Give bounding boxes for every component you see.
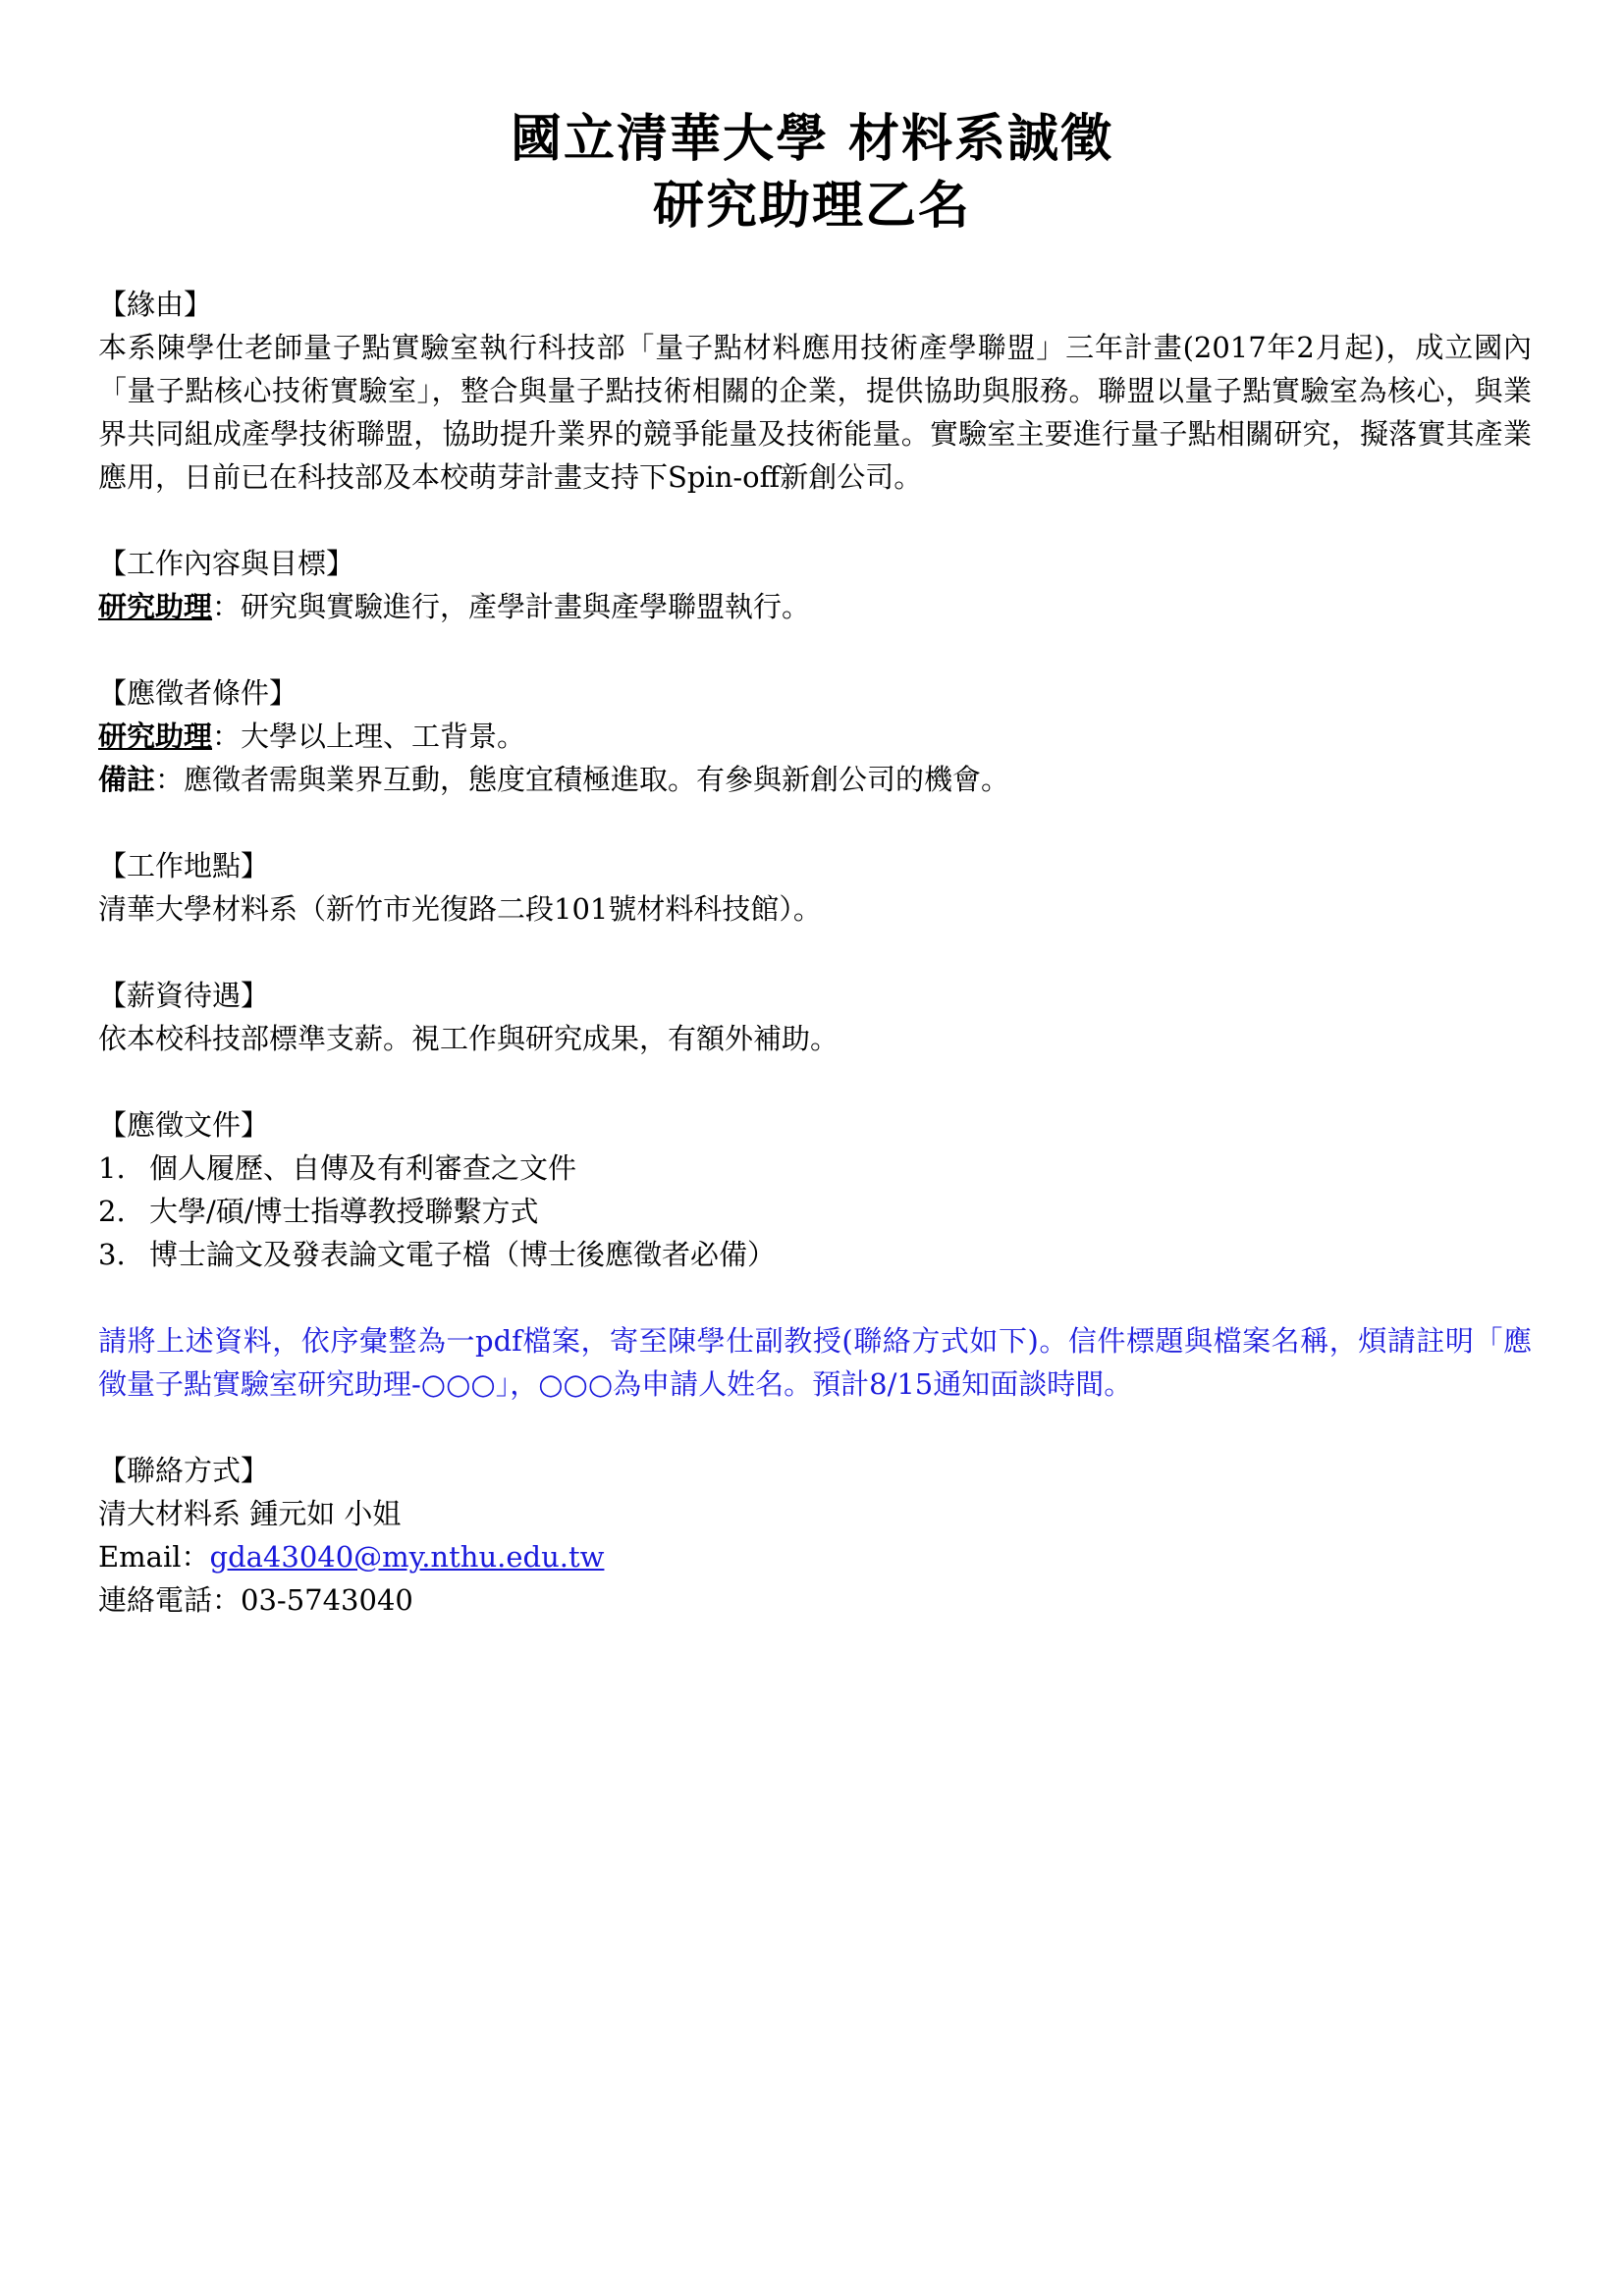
reason-heading: 【緣由】 (98, 288, 213, 321)
salary-text: 依本校科技部標準支薪。視工作與研究成果，有額外補助。 (98, 1022, 839, 1055)
job-label: 研究助理 (98, 590, 213, 623)
requirements-label-2: 備註 (98, 763, 156, 796)
document-body (98, 283, 1532, 1622)
requirements-text-1: ：大學以上理、工背景。 (212, 720, 526, 753)
document-item-text: 博士論文及發表論文電子檔（博士後應徵者必備） (149, 1238, 777, 1271)
job-heading: 【工作內容與目標】 (98, 547, 355, 580)
requirements-heading: 【應徵者條件】 (98, 676, 298, 710)
requirements-line-1 (98, 715, 1532, 758)
document-item (98, 1190, 1532, 1233)
requirements-line-2 (98, 758, 1532, 801)
page-subtitle: 研究助理乙名 (652, 177, 971, 236)
document-item (98, 1233, 1532, 1276)
submission-notice: 請將上述資料，依序彙整為一pdf檔案，寄至陳學仕副教授(聯絡方式如下)。信件標題與檔案名稱，煩請註明「應徵量子點實驗室研究助理-○○○」，○○○為申請人姓名。預計8/15通知面談時間。 (98, 1324, 1532, 1401)
contact-email-label: Email： (98, 1540, 210, 1574)
documents-heading: 【應徵文件】 (98, 1108, 270, 1142)
page-title: 國立清華大學 材料系誠徵 (510, 110, 1114, 169)
contact-email-line (98, 1535, 1532, 1578)
contact-email-link[interactable]: gda43040@my.nthu.edu.tw (209, 1540, 605, 1574)
requirements-label-1: 研究助理 (98, 720, 213, 753)
document-item-number: 2. (98, 1195, 126, 1228)
document-item-number: 1. (98, 1151, 126, 1185)
location-heading: 【工作地點】 (98, 849, 270, 882)
job-text: ：研究與實驗進行，產學計畫與產學聯盟執行。 (212, 590, 811, 623)
job-line (98, 585, 1532, 628)
contact-heading: 【聯絡方式】 (98, 1454, 270, 1487)
document-item-text: 個人履歷、自傳及有利審查之文件 (149, 1151, 577, 1185)
reason-text: 本系陳學仕老師量子點實驗室執行科技部「量子點材料應用技術產學聯盟」三年計畫(2017年2月起)，成立國內「量子點核心技術實驗室」，整合與量子點技術相關的企業，提供協助與服務。聯盟以量子點實驗室為核心，與業界共同組成產學技術聯盟，協助提升業界的競爭能量及技術能量。實驗室主要進行量子點相關研究，擬落實其產業應用，日前已在科技部及本校萌芽計畫支持下Spin-off新創公司。 (98, 331, 1532, 494)
document-item (98, 1147, 1532, 1190)
location-text: 清華大學材料系（新竹市光復路二段101號材料科技館）。 (98, 892, 822, 926)
requirements-text-2: ：應徵者需與業界互動，態度宜積極進取。有參與新創公司的機會。 (155, 763, 1010, 796)
salary-heading: 【薪資待遇】 (98, 979, 270, 1012)
contact-phone: 連絡電話：03-5743040 (98, 1583, 413, 1617)
document-item-number: 3. (98, 1238, 126, 1271)
contact-name: 清大材料系 鍾元如 小姐 (98, 1497, 402, 1530)
document-item-text: 大學/碩/博士指導教授聯繫方式 (149, 1195, 539, 1228)
